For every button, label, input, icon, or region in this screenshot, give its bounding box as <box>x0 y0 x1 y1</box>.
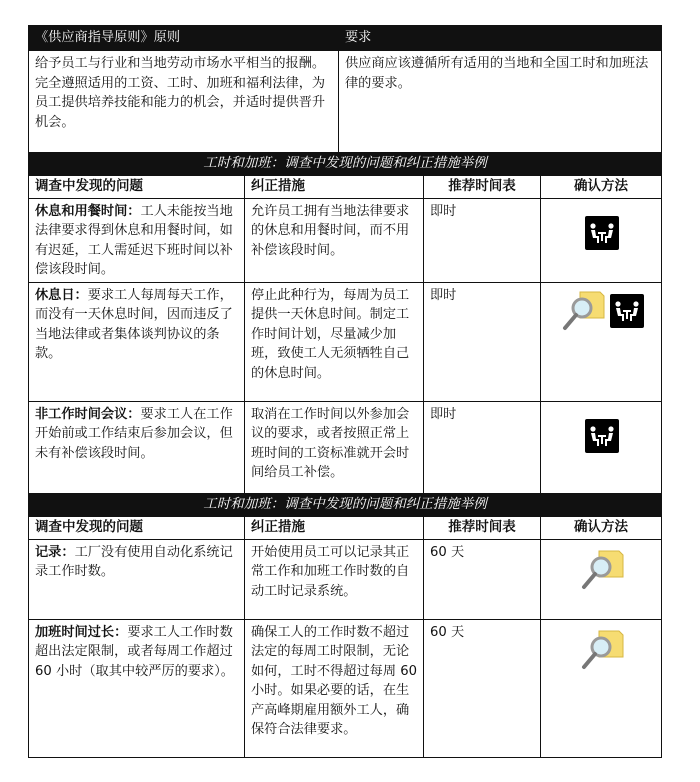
issue-title: 加班时间过长： <box>35 624 128 640</box>
issue-cell <box>29 619 245 757</box>
column-header-timeline: 推荐时间表 <box>424 176 541 199</box>
issue-cell <box>29 198 245 282</box>
issue-text: 工厂没有使用自动化系统记录工作时数。 <box>35 544 233 579</box>
issue-cell <box>29 282 245 401</box>
column-header-issue: 调查中发现的问题 <box>29 176 245 199</box>
requirement-header: 要求 <box>339 26 662 51</box>
issue-text: 要求工人每周每天工作，而没有一天休息时间，因而违反了当地法律或者集体谈判协议的条款。 <box>35 287 233 361</box>
issue-title: 休息日： <box>35 287 88 303</box>
method-cell <box>541 619 662 757</box>
section-title: 工时和加班：调查中发现的问题和纠正措施举例 <box>29 153 662 176</box>
action-cell: 开始使用员工可以记录其正常工作和加班工作时数的自动工时记录系统。 <box>245 539 424 619</box>
requirement-text: 供应商应该遵循所有适用的当地和全国工时和加班法律的要求。 <box>339 51 662 158</box>
timeline-cell: 即时 <box>424 282 541 401</box>
issue-cell <box>29 539 245 619</box>
column-header-method: 确认方法 <box>541 517 662 540</box>
principle-header: 《供应商指导原则》原则 <box>29 26 339 51</box>
table-row <box>29 401 662 500</box>
issue-text: 要求工人工作时数超出法定限制，或者每周工作超过 60 小时（取其中较严厉的要求）。 <box>35 624 234 679</box>
magnifier-icon <box>579 627 625 673</box>
issue-text: 要求工人在工作开始前或工作结束后参加会议，但未有补偿该段时间。 <box>35 406 233 461</box>
meeting-icon <box>585 216 619 250</box>
findings-table-1 <box>28 152 662 501</box>
timeline-cell: 即时 <box>424 198 541 282</box>
table-row <box>29 282 662 401</box>
action-cell: 确保工人的工作时数不超过法定的每周工时限制，无论如何，工时不得超过每周 60 小时。如果必要的话，在生产高峰期雇用额外工人，确保符合法律要求。 <box>245 619 424 757</box>
principle-text: 给予员工与行业和当地劳动市场水平相当的报酬。完全遵照适用的工资、工时、加班和福利法律，为员工提供培养技能和能力的机会，并适时提供晋升机会。 <box>29 51 339 158</box>
magnifier-icon <box>579 547 625 593</box>
method-cell <box>541 539 662 619</box>
issue-title: 记录： <box>35 544 75 560</box>
issue-cell <box>29 401 245 500</box>
column-header-issue: 调查中发现的问题 <box>29 517 245 540</box>
table-row <box>29 539 662 619</box>
method-cell <box>541 198 662 282</box>
action-cell: 取消在工作时间以外参加会议的要求，或者按照正常上班时间的工资标准就开会时间给员工补偿。 <box>245 401 424 500</box>
section-title: 工时和加班：调查中发现的问题和纠正措施举例 <box>29 494 662 517</box>
column-header-action: 纠正措施 <box>245 176 424 199</box>
meeting-icon <box>610 294 644 328</box>
issue-title: 非工作时间会议： <box>35 406 141 422</box>
column-header-method: 确认方法 <box>541 176 662 199</box>
action-cell: 停止此种行为，每周为员工提供一天休息时间。制定工作时间计划，尽量减少加班，致使工人无须牺牲自己的休息时间。 <box>245 282 424 401</box>
method-cell <box>541 282 662 401</box>
action-cell: 允许员工拥有当地法律要求的休息和用餐时间，而不用补偿该段时间。 <box>245 198 424 282</box>
issue-title: 休息和用餐时间： <box>35 203 141 219</box>
issue-text: 工人未能按当地法律要求得到休息和用餐时间，如有迟延，工人需延迟下班时间以补偿该段时间。 <box>35 203 233 277</box>
method-cell <box>541 401 662 500</box>
meeting-icon <box>585 419 619 453</box>
column-header-timeline: 推荐时间表 <box>424 517 541 540</box>
findings-table-2 <box>28 493 662 758</box>
timeline-cell: 60 天 <box>424 539 541 619</box>
principle-table <box>28 25 662 158</box>
timeline-cell: 即时 <box>424 401 541 500</box>
magnifier-icon <box>560 288 606 334</box>
table-row <box>29 198 662 282</box>
column-header-action: 纠正措施 <box>245 517 424 540</box>
timeline-cell: 60 天 <box>424 619 541 757</box>
table-row <box>29 619 662 757</box>
